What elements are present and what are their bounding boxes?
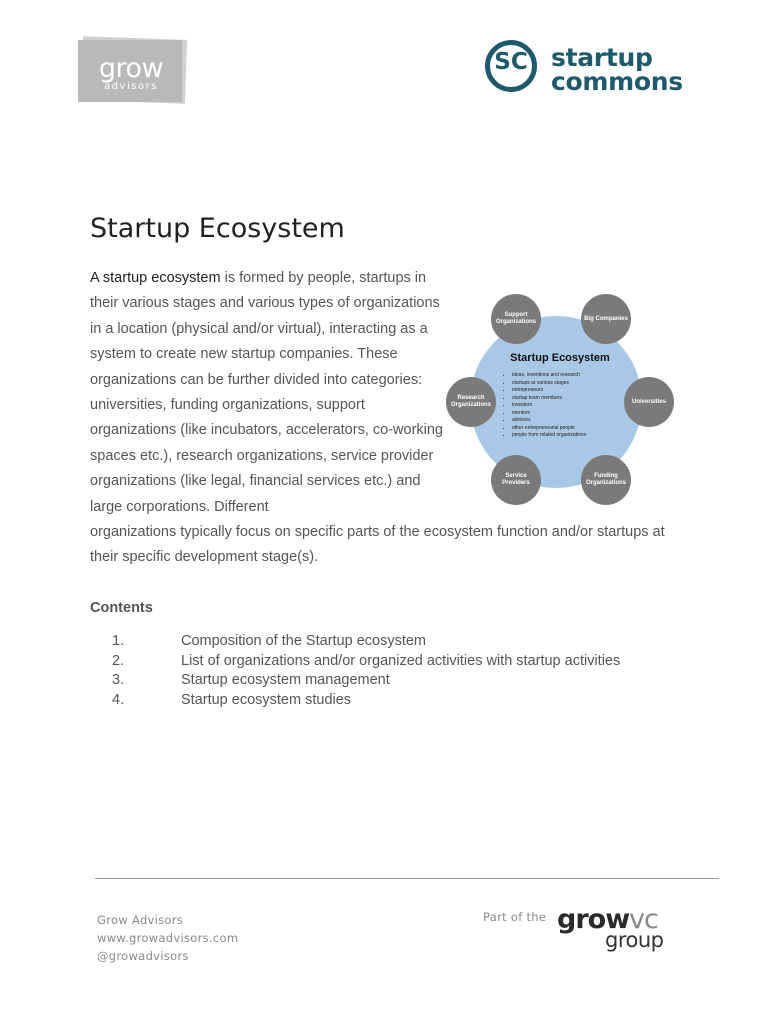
diagram-list-item: • ideas, inventions and research: [512, 372, 586, 380]
node-support-organizations: Support Organizations: [491, 294, 541, 344]
grow-logo-word: grow: [98, 53, 164, 84]
startup-commons-logo: [485, 38, 685, 102]
toc-item-text: Startup ecosystem studies: [181, 692, 352, 708]
contents-heading: Contents: [90, 600, 153, 616]
footer-company: Grow Advisors: [97, 913, 184, 927]
toc-item-number: 3.: [112, 672, 125, 688]
footer-divider: [95, 878, 719, 879]
diagram-list-item: • other entrepreneurial people: [512, 425, 586, 433]
node-research-organizations: Research Organizations: [446, 377, 496, 427]
diagram-list-item: • advisors: [512, 417, 586, 425]
growvc-logo-group: group: [605, 928, 664, 952]
intro-paragraph-continued: organizations typically focus on specific parts of the ecosystem function and/or startups at their specific development stage(s).: [90, 524, 665, 566]
sc-logo-line2: commons: [551, 67, 683, 96]
startup-ecosystem-diagram: [440, 288, 680, 510]
node-funding-organizations: Funding Organizations: [581, 455, 631, 505]
node-universities: Universities: [624, 377, 674, 427]
grow-logo-card: [78, 40, 182, 102]
diagram-list-item: • startup team members: [512, 395, 586, 403]
toc-item-number: 4.: [112, 692, 125, 708]
diagram-list-item: • mentors: [512, 410, 586, 418]
diagram-list-item: • people from related organizations: [512, 432, 586, 440]
toc-item-text: Composition of the Startup ecosystem: [181, 633, 427, 649]
toc-item-number: 1.: [112, 633, 125, 649]
sc-logo-initials: SC: [494, 49, 528, 75]
intro-lead-term: A startup ecosystem: [90, 270, 221, 286]
diagram-list-item: • startups at various stages: [512, 380, 586, 388]
grow-advisors-logo: [76, 36, 190, 106]
footer-social-handle[interactable]: @growadvisors: [97, 949, 189, 963]
intro-text: is formed by people, startups in their various stages and various types of organizations in a location (physical and/or virtual), interacting as a system to create new startup companies. These organizations can be further divided into categories: universities, funding organizations, support organizations (like incubators, accelerators, co-working spaces etc.), research organizations, service provider organizations (like legal, financial services etc.) and large corporations. Different: [90, 270, 443, 515]
footer-website-link[interactable]: www.growadvisors.com: [97, 931, 239, 945]
diagram-list-item: • entrepreneurs: [512, 387, 586, 395]
intro-paragraph: [90, 266, 446, 520]
sc-logo-line1: startup: [551, 43, 653, 72]
diagram-title: Startup Ecosystem: [510, 352, 610, 364]
growvc-logo-grow: grow: [557, 904, 630, 935]
grow-logo-subtitle: advisors: [104, 81, 158, 92]
node-big-companies: Big Companies: [581, 294, 631, 344]
growvc-logo-vc: vc: [629, 904, 658, 935]
diagram-list-item: • investors: [512, 402, 586, 410]
toc-item-number: 2.: [112, 653, 125, 669]
toc-item-text: List of organizations and/or organized activities with startup activities: [181, 653, 621, 669]
footer-part-of-label: Part of the: [483, 910, 547, 924]
diagram-member-list: [502, 372, 586, 440]
toc-item-text: Startup ecosystem management: [181, 672, 390, 688]
page-title: Startup Ecosystem: [90, 213, 345, 244]
growvc-group-logo: [557, 904, 667, 952]
node-service-providers: Service Providers: [491, 455, 541, 505]
